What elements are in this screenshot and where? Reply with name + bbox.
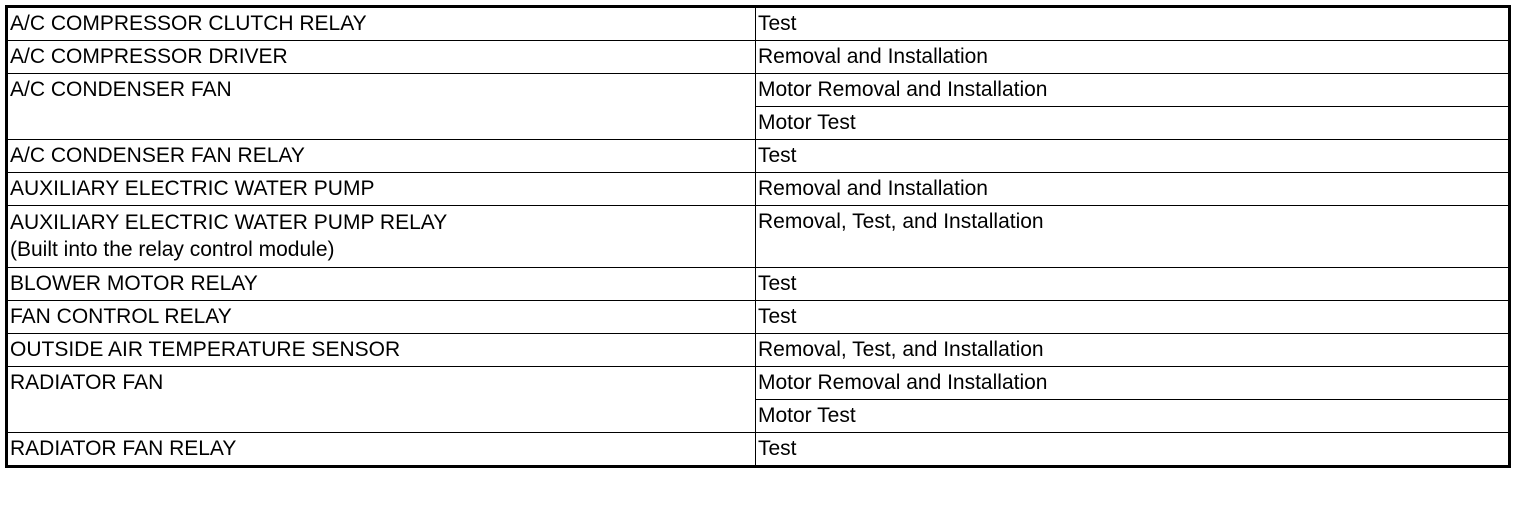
- component-cell: A/C CONDENSER FAN: [7, 74, 756, 140]
- component-name: AUXILIARY ELECTRIC WATER PUMP RELAY: [10, 211, 448, 234]
- component-cell: BLOWER MOTOR RELAY: [7, 268, 756, 301]
- component-cell: A/C COMPRESSOR CLUTCH RELAY: [7, 7, 756, 41]
- procedure-cell: Removal, Test, and Installation: [756, 334, 1510, 367]
- procedure-cell: Removal and Installation: [756, 173, 1510, 206]
- procedure-cell: Removal and Installation: [756, 41, 1510, 74]
- procedure-cell: Test: [756, 301, 1510, 334]
- component-cell: RADIATOR FAN RELAY: [7, 433, 756, 467]
- table-row: [7, 433, 1510, 467]
- procedure-cell: Test: [756, 7, 1510, 41]
- component-procedure-table: [5, 5, 1511, 468]
- procedure-cell: Removal, Test, and Installation: [756, 206, 1510, 268]
- table-row: [7, 41, 1510, 74]
- table-row: [7, 301, 1510, 334]
- component-cell: [7, 206, 756, 268]
- procedure-cell: Motor Test: [756, 107, 1510, 140]
- component-cell: A/C CONDENSER FAN RELAY: [7, 140, 756, 173]
- component-cell: RADIATOR FAN: [7, 367, 756, 433]
- table-row: [7, 173, 1510, 206]
- table-row: [7, 206, 1510, 268]
- component-cell: FAN CONTROL RELAY: [7, 301, 756, 334]
- table-row: [7, 367, 1510, 400]
- procedure-cell: Test: [756, 268, 1510, 301]
- table-row: [7, 268, 1510, 301]
- table-row: [7, 74, 1510, 107]
- procedure-cell: Test: [756, 433, 1510, 467]
- procedure-cell: Motor Test: [756, 400, 1510, 433]
- table-row: [7, 7, 1510, 41]
- procedure-cell: Motor Removal and Installation: [756, 367, 1510, 400]
- component-cell: A/C COMPRESSOR DRIVER: [7, 41, 756, 74]
- component-note: (Built into the relay control module): [10, 238, 335, 261]
- table-row: [7, 334, 1510, 367]
- table-row: [7, 140, 1510, 173]
- component-cell: OUTSIDE AIR TEMPERATURE SENSOR: [7, 334, 756, 367]
- procedure-cell: Test: [756, 140, 1510, 173]
- procedure-cell: Motor Removal and Installation: [756, 74, 1510, 107]
- component-cell: AUXILIARY ELECTRIC WATER PUMP: [7, 173, 756, 206]
